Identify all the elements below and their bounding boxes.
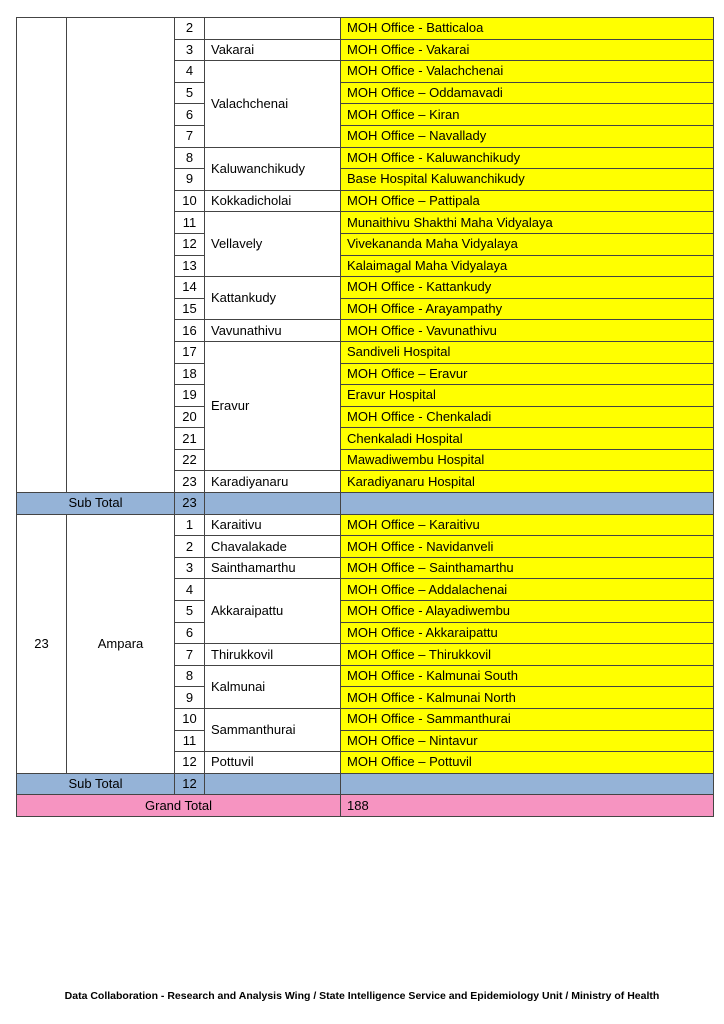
moh-area-cell: Vellavely: [205, 212, 341, 277]
facility-cell: Eravur Hospital: [341, 385, 714, 407]
row-number: 23: [175, 471, 205, 493]
moh-area-cell: Eravur: [205, 341, 341, 471]
row-number: 4: [175, 579, 205, 601]
facility-cell: MOH Office - Sammanthurai: [341, 709, 714, 731]
facility-cell: MOH Office - Vakarai: [341, 39, 714, 61]
moh-area-cell: Karaitivu: [205, 514, 341, 536]
moh-area-cell: Akkaraipattu: [205, 579, 341, 644]
row-number: 13: [175, 255, 205, 277]
facility-cell: MOH Office - Vavunathivu: [341, 320, 714, 342]
moh-area-cell: Thirukkovil: [205, 644, 341, 666]
row-number: 5: [175, 601, 205, 623]
row-number: 3: [175, 557, 205, 579]
facility-cell: Mawadiwembu Hospital: [341, 449, 714, 471]
facility-cell: MOH Office - Kalmunai South: [341, 665, 714, 687]
facility-cell: MOH Office – Pottuvil: [341, 752, 714, 774]
moh-area-cell: Kokkadicholai: [205, 190, 341, 212]
row-number: 3: [175, 39, 205, 61]
facility-cell: Base Hospital Kaluwanchikudy: [341, 169, 714, 191]
moh-area-cell: Sammanthurai: [205, 709, 341, 752]
district-no-cell: 23: [17, 514, 67, 773]
moh-area-cell: Vavunathivu: [205, 320, 341, 342]
facility-cell: MOH Office – Oddamavadi: [341, 82, 714, 104]
row-number: 1: [175, 514, 205, 536]
row-number: 9: [175, 687, 205, 709]
district-name-cell: Ampara: [67, 514, 175, 773]
row-number: 22: [175, 449, 205, 471]
row-number: 4: [175, 61, 205, 83]
row-number: 8: [175, 147, 205, 169]
subtotal-row: [17, 773, 714, 795]
facility-cell: MOH Office - Batticaloa: [341, 18, 714, 40]
row-number: 15: [175, 298, 205, 320]
moh-area-cell: Karadiyanaru: [205, 471, 341, 493]
footer-credit: Data Collaboration - Research and Analysis Wing / State Intelligence Service and Epidemiology Unit / Ministry of Health: [64, 990, 660, 1002]
row-number: 8: [175, 665, 205, 687]
facility-cell: MOH Office – Kiran: [341, 104, 714, 126]
row-number: 11: [175, 212, 205, 234]
subtotal-empty-cell: [341, 493, 714, 515]
row-number: 19: [175, 385, 205, 407]
facility-cell: MOH Office – Addalachenai: [341, 579, 714, 601]
moh-area-cell: [205, 18, 341, 40]
row-number: 21: [175, 428, 205, 450]
facility-cell: MOH Office - Alayadiwembu: [341, 601, 714, 623]
facility-cell: Chenkaladi Hospital: [341, 428, 714, 450]
grand-total-row: [17, 795, 714, 817]
moh-area-cell: Vakarai: [205, 39, 341, 61]
moh-area-cell: Sainthamarthu: [205, 557, 341, 579]
facility-cell: MOH Office - Kaluwanchikudy: [341, 147, 714, 169]
row-number: 2: [175, 536, 205, 558]
subtotal-row: [17, 493, 714, 515]
row-number: 12: [175, 752, 205, 774]
row-number: 5: [175, 82, 205, 104]
facility-cell: Karadiyanaru Hospital: [341, 471, 714, 493]
row-number: 6: [175, 104, 205, 126]
vaccination-centres-table: [16, 17, 714, 817]
moh-area-cell: Kalmunai: [205, 665, 341, 708]
facility-cell: MOH Office – Eravur: [341, 363, 714, 385]
row-number: 17: [175, 341, 205, 363]
subtotal-label: Sub Total: [17, 773, 175, 795]
facility-cell: Kalaimagal Maha Vidyalaya: [341, 255, 714, 277]
moh-area-cell: Kaluwanchikudy: [205, 147, 341, 190]
facility-cell: Sandiveli Hospital: [341, 341, 714, 363]
facility-cell: MOH Office - Navidanveli: [341, 536, 714, 558]
facility-cell: MOH Office - Kattankudy: [341, 277, 714, 299]
facility-cell: MOH Office – Sainthamarthu: [341, 557, 714, 579]
row-number: 7: [175, 125, 205, 147]
facility-cell: MOH Office – Nintavur: [341, 730, 714, 752]
table-row: [17, 514, 714, 536]
grand-total-label: Grand Total: [17, 795, 341, 817]
facility-cell: MOH Office – Navallady: [341, 125, 714, 147]
moh-area-cell: Chavalakade: [205, 536, 341, 558]
row-number: 20: [175, 406, 205, 428]
row-number: 2: [175, 18, 205, 40]
moh-area-cell: Pottuvil: [205, 752, 341, 774]
subtotal-empty-cell: [341, 773, 714, 795]
subtotal-label: Sub Total: [17, 493, 175, 515]
row-number: 12: [175, 233, 205, 255]
row-number: 10: [175, 709, 205, 731]
facility-cell: Vivekananda Maha Vidyalaya: [341, 233, 714, 255]
subtotal-value: 12: [175, 773, 205, 795]
facility-cell: Munaithivu Shakthi Maha Vidyalaya: [341, 212, 714, 234]
facility-cell: MOH Office - Arayampathy: [341, 298, 714, 320]
row-number: 9: [175, 169, 205, 191]
row-number: 7: [175, 644, 205, 666]
moh-area-cell: Kattankudy: [205, 277, 341, 320]
subtotal-empty-cell: [205, 493, 341, 515]
facility-cell: MOH Office - Chenkaladi: [341, 406, 714, 428]
row-number: 11: [175, 730, 205, 752]
table-row: [17, 18, 714, 40]
facility-cell: MOH Office - Kalmunai North: [341, 687, 714, 709]
facility-cell: MOH Office – Thirukkovil: [341, 644, 714, 666]
row-number: 16: [175, 320, 205, 342]
facility-cell: MOH Office - Valachchenai: [341, 61, 714, 83]
row-number: 14: [175, 277, 205, 299]
district-no-cell: [17, 18, 67, 493]
moh-area-cell: Valachchenai: [205, 61, 341, 147]
row-number: 6: [175, 622, 205, 644]
facility-cell: MOH Office - Akkaraipattu: [341, 622, 714, 644]
row-number: 10: [175, 190, 205, 212]
row-number: 18: [175, 363, 205, 385]
district-name-cell: [67, 18, 175, 493]
facility-cell: MOH Office – Karaitivu: [341, 514, 714, 536]
subtotal-value: 23: [175, 493, 205, 515]
facility-cell: MOH Office – Pattipala: [341, 190, 714, 212]
grand-total-value: 188: [341, 795, 714, 817]
subtotal-empty-cell: [205, 773, 341, 795]
